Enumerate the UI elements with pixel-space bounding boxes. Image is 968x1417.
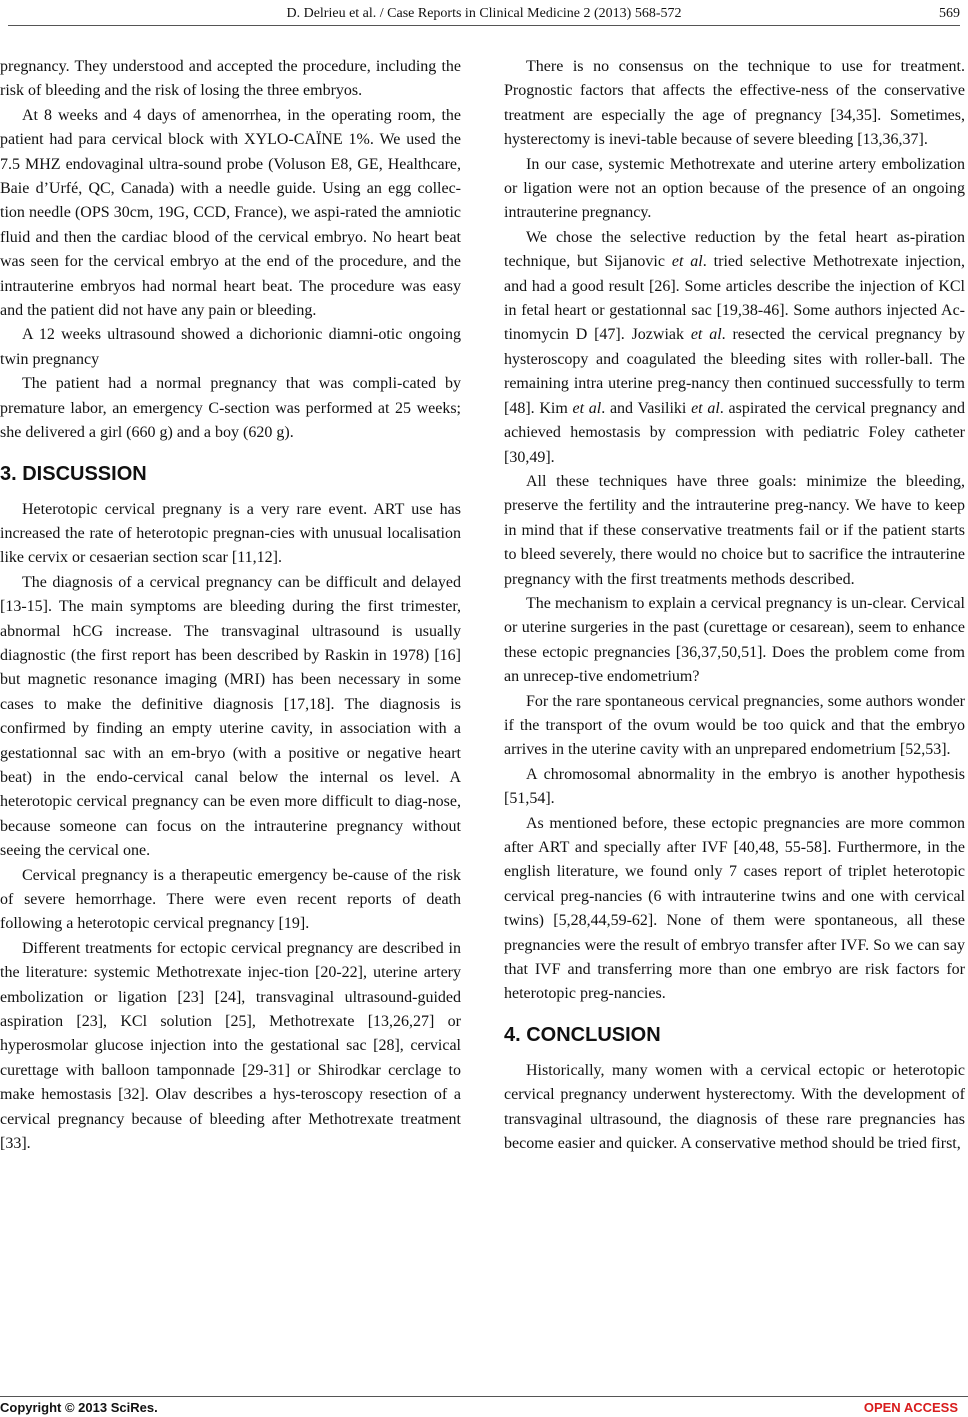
text-run: . and Vasiliki (601, 399, 692, 417)
copyright-notice: Copyright © 2013 SciRes. (0, 1400, 158, 1415)
paragraph (504, 226, 965, 470)
page-number: 569 (939, 6, 960, 21)
section-heading-discussion: 3. DISCUSSION (0, 462, 147, 485)
section-heading-conclusion: 4. CONCLUSION (504, 1023, 661, 1046)
text-run: . resected the cervical pregnancy by hysteroscopy and coagulated the bleeding sites with roller-ball. The remaining intra uterine preg-nancy then continued successfully to term [48]. Kim (504, 326, 965, 417)
paragraph: At 8 weeks and 4 days of amenorrhea, in the operating room, the patient had para cervical block with XYLO-CAÏNE 1%. We used the 7.5 MHZ endovaginal ultra-sound probe (Voluson E8, GE, Healthcare, Baie d’Urfé, QC, Canada) with a needle guide. Using an egg collec-tion needle (OPS 30cm, 19G, CCD, France), we aspi-rated the amniotic fluid and then the cardiac blood of the cervical embryo. No heart beat was seen for the cervical embryo at the end of the procedure, and the intrauterine embryos had normal heart beat. The procedure was easy and the patient did not have any pain or bleeding. (0, 106, 461, 320)
paragraph: There is no consensus on the technique to use for treatment. Prognostic factors that affects the effective-ness of the conservative treatment are especially the age of pregnancy [34,35]. Sometimes, hysterectomy is inevi-table because of severe bleeding [13,36,37]. (504, 58, 965, 149)
page-footer (0, 1399, 968, 1417)
italic-run: et al (572, 399, 602, 417)
paragraph: A 12 weeks ultrasound showed a dichorionic diamni-otic ongoing twin pregnancy (0, 326, 461, 368)
open-access-label: OPEN ACCESS (863, 1400, 958, 1415)
text-run: . aspirated the cervical pregnancy and achieved hemostasis by compression with pediatric Foley catheter [30,49]. (504, 399, 965, 466)
paragraph: A chromosomal abnormality in the embryo is another hypothesis [51,54]. (504, 765, 965, 808)
paragraph: Cervical pregnancy is a therapeutic emergency be-cause of the risk of severe hemorrhage. There were even recent reports of death following a heterotopic cervical pregnancy [19]. (0, 866, 461, 933)
paragraph: As mentioned before, these ectopic pregnancies are more common after ART and specially after IVF [40,48, 55-58]. Furthermore, in the english literature, we found only 7 cases report of triplet heterotopic cervical preg-nancies (6 with intrauterine twins and one with cervical twins) [5,28,44,59-62]. None of them were spontaneous, all these pregnancies were the result of embryo transfer after IVF. So we can say that IVF and transferring more than one embryo are risk factors for heterotopic preg-nancies. (504, 814, 965, 1003)
paragraph: All these techniques have three goals: minimize the bleeding, preserve the fertility and the intrauterine preg-nancy. We have to keep in mind that if these conservative treatments fail or if the patient starts to bleed severely, there would no choice but to sacrifice the intrauterine pregnancy with the first treatments methods described. (504, 472, 965, 588)
paragraph: Heterotopic cervical pregnany is a very rare event. ART use has increased the rate of heterotopic pregnan-cies with unusual localisation like cervix or cesaerian section scar [11,12]. (0, 500, 461, 567)
paragraph: Historically, many women with a cervical ectopic or heterotopic cervical pregnancy underwent hysterectomy. With the development of transvaginal ultrasound, the diagnosis of these rare pregnancies has become easier and quicker. A conservative method should be tried first, (504, 1061, 965, 1153)
italic-run: et al (671, 253, 703, 271)
text-run: . tried selective Methotrexate injection, and had a good result [26]. Some articles describe the injection of KCl in fetal heart or gestationnal sac [19,38-46]. Some authors injected Ac-tinomycin D [47]. Jozwiak (504, 253, 966, 344)
italic-run: et al (691, 399, 720, 417)
header-citation: D. Delrieu et al. / Case Reports in Clinical Medicine 2 (2013) 568-572 (286, 6, 682, 21)
header-divider (8, 25, 960, 26)
paragraph: The mechanism to explain a cervical pregnancy is un-clear. Cervical or uterine surgeries in the past (curettage or cesarean), seem to enhance these ectopic pregnancies [36,37,50,51]. Does the problem come from an unrecep-tive endometrium? (504, 594, 965, 686)
paragraph: For the rare spontaneous cervical pregnancies, some authors wonder if the transport of the ovum would be too quick and that the embryo arrives in the uterine cavity with an unprepared endometrium [52,53]. (504, 692, 965, 759)
left-column (0, 55, 461, 1156)
text-run: We chose the selective reduction by the fetal heart as-piration technique, but Sijanovic (504, 228, 965, 271)
footer-divider (0, 1396, 968, 1397)
paragraph: The patient had a normal pregnancy that was compli-cated by premature labor, an emergency C-section was performed at 25 weeks; she delivered a girl (660 g) and a boy (620 g). (0, 375, 461, 442)
italic-run: et al (690, 326, 722, 344)
paragraph: pregnancy. They understood and accepted the procedure, including the risk of bleeding and the risk of losing the three embryos. (0, 58, 461, 100)
paragraph: The diagnosis of a cervical pregnancy can be difficult and delayed [13-15]. The main symptoms are bleeding during the first trimester, abnormal hCG increase. The transvaginal ultrasound is usually diagnostic (the first report has been described by Raskin in 1978) [16] but magnetic resonance imaging (MRI) has been necessary in some cases to make the definitive diagnosis [17,18]. The diagnosis is confirmed by finding an empty uterine cavity, in association with a gestationnal sac with an em-bryo (with a positive or negative heart beat) in the endo-cervical canal below the internal os level. A heterotopic cervical pregnancy can be even more difficult to diag-nose, because someone can focus on the intrauterine pregnancy without seeing the cervical one. (0, 573, 461, 860)
right-column (504, 55, 965, 1156)
paragraph: Different treatments for ectopic cervical pregnancy are described in the literature: systemic Methotrexate injec-tion [20-22], uterine artery embolization or ligation [23] [24], transvaginal ultrasound-guided aspiration [23], KCl solution [25], Methotrexate [13,26,27] or hyperosmolar glucose injection into the gestational sac [28], cervical curettage with balloon tamponnade [29-31] or Shirodkar cerclage to make hemostasis [32]. Olav describes a hys-teroscopy resection of a cervical pregnancy because of bleeding after Methotrexate treatment [33]. (0, 939, 461, 1153)
paragraph: In our case, systemic Methotrexate and uterine artery embolization or ligation were not an option because of the presence of an ongoing intrauterine pregnancy. (504, 155, 965, 222)
